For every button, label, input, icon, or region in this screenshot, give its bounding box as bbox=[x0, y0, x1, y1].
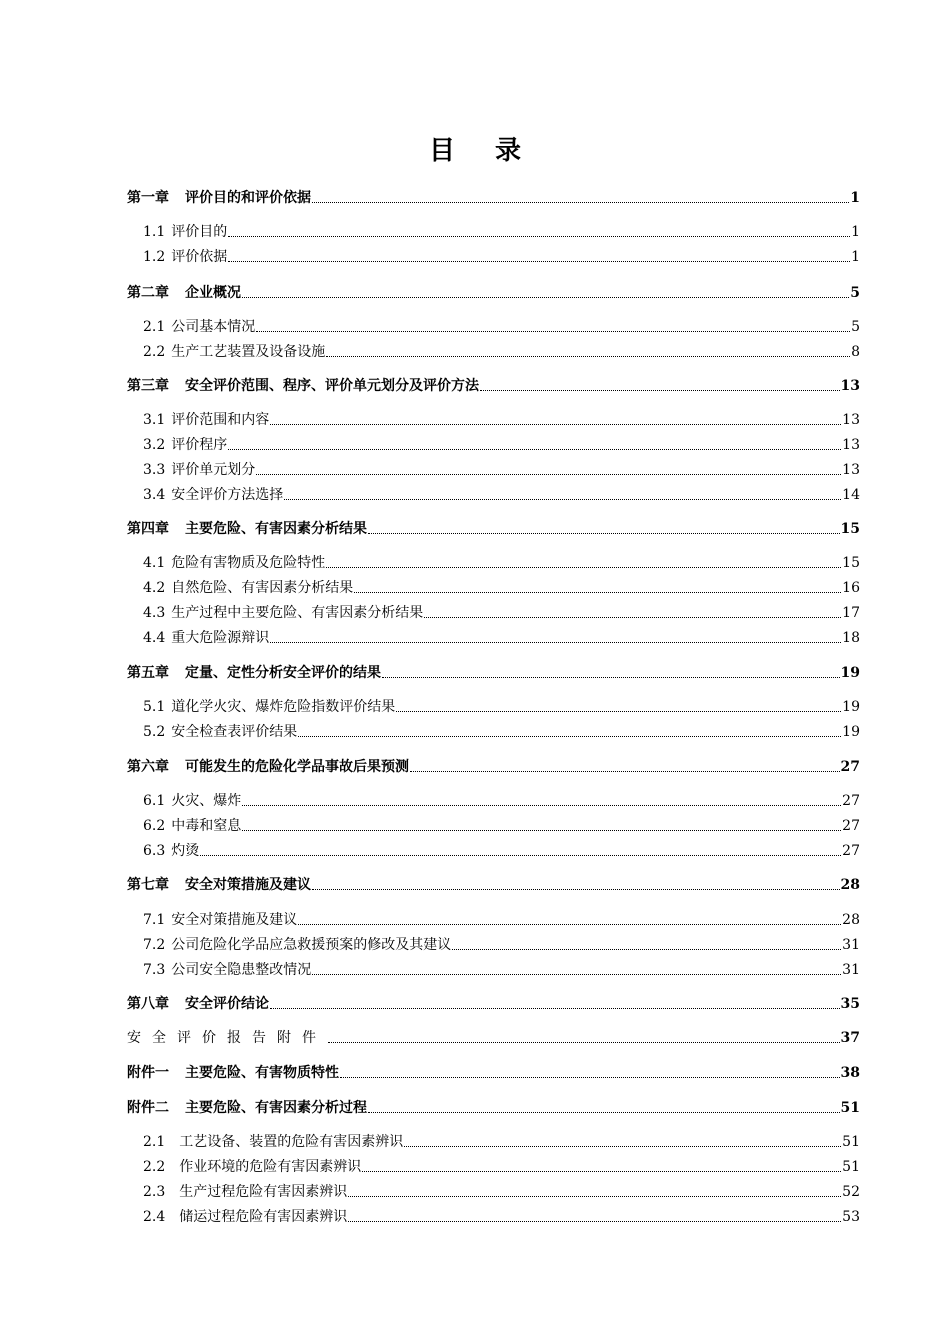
toc-entry-page: 1 bbox=[851, 249, 860, 265]
toc-entry-title: 评价范围和内容 bbox=[171, 412, 270, 428]
toc-entry-number: 3.2 bbox=[143, 437, 166, 453]
toc-entry[interactable] bbox=[127, 1062, 860, 1080]
dot-leader bbox=[242, 297, 849, 298]
toc-entry-number: 7.2 bbox=[143, 937, 166, 953]
toc-entry-number: 6.3 bbox=[143, 843, 166, 859]
toc-entry-number: 1.2 bbox=[143, 249, 166, 265]
toc-entry-title: 危险有害物质及危险特性 bbox=[171, 555, 326, 571]
toc-entry-page: 38 bbox=[840, 1065, 860, 1081]
toc-entry-number: 4.1 bbox=[143, 555, 166, 571]
dot-leader bbox=[270, 642, 841, 643]
toc-entry-number: 5.1 bbox=[143, 699, 166, 715]
toc-entry-number: 第二章 bbox=[127, 285, 169, 301]
dot-leader bbox=[242, 805, 841, 806]
toc-entry-title: 评价目的 bbox=[171, 224, 228, 240]
toc-entry-label bbox=[127, 1066, 339, 1080]
toc-entry-number: 4.2 bbox=[143, 580, 166, 596]
toc-entry-page: 19 bbox=[842, 699, 860, 715]
toc-entry-label bbox=[143, 581, 353, 595]
toc-entry-title: 生产过程中主要危险、有害因素分析结果 bbox=[171, 605, 424, 621]
toc-entry-page: 18 bbox=[842, 630, 860, 646]
toc-entry-page: 17 bbox=[842, 605, 860, 621]
toc-entry-title: 主要危险、有害物质特性 bbox=[185, 1065, 339, 1081]
toc-entry-number: 2.3 bbox=[143, 1184, 166, 1200]
toc-entry-page: 27 bbox=[840, 759, 860, 775]
toc-entry-label bbox=[127, 997, 269, 1011]
toc-entry[interactable] bbox=[143, 909, 860, 927]
toc-entry[interactable] bbox=[143, 1131, 860, 1149]
toc-entry-page: 13 bbox=[842, 462, 860, 478]
toc-entry[interactable] bbox=[143, 484, 860, 502]
toc-entry-number: 第七章 bbox=[127, 877, 169, 893]
toc-entry[interactable] bbox=[143, 840, 860, 858]
toc-entry-title: 作业环境的危险有害因素辨识 bbox=[179, 1159, 362, 1175]
toc-entry-label bbox=[143, 844, 199, 858]
toc-entry-label bbox=[143, 700, 395, 714]
toc-entry[interactable] bbox=[143, 959, 860, 977]
toc-entry-number: 2.4 bbox=[143, 1209, 166, 1225]
toc-entry-label bbox=[143, 725, 297, 739]
toc-entry-label bbox=[143, 250, 227, 264]
toc-entry-number: 4.3 bbox=[143, 605, 166, 621]
toc-entry-title: 公司危险化学品应急救援预案的修改及其建议 bbox=[171, 937, 452, 953]
toc-entry[interactable] bbox=[143, 1156, 860, 1174]
dot-leader bbox=[256, 331, 850, 332]
toc-entry-page: 14 bbox=[842, 487, 860, 503]
toc-entry-page: 13 bbox=[842, 412, 860, 428]
toc-entry-page: 1 bbox=[851, 224, 860, 240]
toc-entry-number: 附件一 bbox=[127, 1065, 169, 1081]
toc-entry-page: 28 bbox=[840, 877, 860, 893]
toc-entry-title: 公司安全隐患整改情况 bbox=[171, 962, 312, 978]
toc-entry-label bbox=[143, 819, 241, 833]
toc-entry[interactable] bbox=[127, 662, 860, 680]
toc-entry[interactable] bbox=[143, 552, 860, 570]
toc-entry-title: 定量、定性分析安全评价的结果 bbox=[185, 665, 381, 681]
toc-entry-number: 2.2 bbox=[143, 1159, 166, 1175]
dot-leader bbox=[270, 424, 841, 425]
toc-entry-number: 2.2 bbox=[143, 344, 166, 360]
toc-entry[interactable] bbox=[143, 221, 860, 239]
toc-entry-title: 安全评价方法选择 bbox=[171, 487, 284, 503]
toc-entry-page: 51 bbox=[840, 1100, 860, 1116]
toc-entry-label bbox=[143, 1185, 347, 1199]
toc-entry-number: 5.2 bbox=[143, 724, 166, 740]
toc-entry-page: 37 bbox=[840, 1030, 860, 1046]
toc-entry[interactable] bbox=[127, 518, 860, 536]
toc-entry[interactable] bbox=[127, 282, 860, 300]
toc-entry-title: 公司基本情况 bbox=[171, 319, 256, 335]
toc-entry-label bbox=[143, 963, 311, 977]
dot-leader bbox=[200, 855, 841, 856]
dot-leader bbox=[256, 474, 841, 475]
toc-entry-title: 主要危险、有害因素分析结果 bbox=[185, 521, 367, 537]
toc-entry-page: 51 bbox=[842, 1134, 860, 1150]
toc-entry-number: 3.4 bbox=[143, 487, 166, 503]
toc-entry-label bbox=[143, 1160, 361, 1174]
toc-entry[interactable] bbox=[143, 721, 860, 739]
toc-entry-title: 评价程序 bbox=[171, 437, 228, 453]
dot-leader bbox=[228, 236, 850, 237]
toc-entry-title: 评价单元划分 bbox=[171, 462, 256, 478]
toc-entry-page: 5 bbox=[850, 285, 860, 301]
toc-entry[interactable] bbox=[143, 246, 860, 264]
toc-entry[interactable] bbox=[143, 341, 860, 359]
toc-entry-title: 企业概况 bbox=[185, 285, 241, 301]
toc-entry-title: 评价依据 bbox=[171, 249, 228, 265]
toc-entry-number: 4.4 bbox=[143, 630, 166, 646]
toc-entry-title: 评价目的和评价依据 bbox=[185, 190, 311, 206]
toc-entry-label bbox=[143, 225, 227, 239]
toc-entry[interactable] bbox=[127, 187, 860, 205]
dot-leader bbox=[326, 567, 841, 568]
toc-entry-number: 第四章 bbox=[127, 521, 169, 537]
toc-entry-number: 7.3 bbox=[143, 962, 166, 978]
toc-entry-label bbox=[127, 760, 409, 774]
toc-entry-label bbox=[143, 438, 227, 452]
toc-entry[interactable] bbox=[127, 375, 860, 393]
toc-entry[interactable] bbox=[143, 790, 860, 808]
toc-entry-label bbox=[143, 938, 451, 952]
toc-entry-number: 第八章 bbox=[127, 996, 169, 1012]
toc-entry-label bbox=[143, 488, 283, 502]
dot-leader bbox=[354, 592, 841, 593]
dot-leader bbox=[312, 889, 840, 890]
toc-entry-label bbox=[127, 379, 479, 393]
dot-leader bbox=[228, 261, 850, 262]
toc-entry-page: 53 bbox=[842, 1209, 860, 1225]
toc-entry-label bbox=[143, 463, 255, 477]
toc-entry-number: 2.1 bbox=[143, 319, 166, 335]
title-char-1: 目 bbox=[428, 136, 455, 166]
toc-entry-label bbox=[127, 666, 381, 680]
toc-entry-label bbox=[143, 606, 423, 620]
toc-entry-title: 工艺设备、装置的危险有害因素辨识 bbox=[179, 1134, 404, 1150]
toc-entry-label bbox=[143, 556, 325, 570]
toc-entry[interactable] bbox=[127, 1097, 860, 1115]
toc-entry-title: 安全评价范围、程序、评价单元划分及评价方法 bbox=[185, 378, 479, 394]
toc-entry-title: 可能发生的危险化学品事故后果预测 bbox=[185, 759, 409, 775]
toc-entry-number: 第三章 bbox=[127, 378, 169, 394]
toc-entry-label bbox=[127, 878, 311, 892]
dot-leader bbox=[480, 390, 840, 391]
dot-leader bbox=[404, 1146, 841, 1147]
toc-entry-number: 第六章 bbox=[127, 759, 169, 775]
toc-entry[interactable] bbox=[143, 1206, 860, 1224]
toc-entry[interactable] bbox=[143, 409, 860, 427]
toc-entry-title: 生产工艺装置及设备设施 bbox=[171, 344, 326, 360]
dot-leader bbox=[424, 617, 841, 618]
toc-entry-label bbox=[143, 413, 269, 427]
dot-leader bbox=[348, 1221, 841, 1222]
toc-entry-label bbox=[143, 345, 325, 359]
toc-entry[interactable] bbox=[143, 934, 860, 952]
dot-leader bbox=[242, 830, 841, 831]
toc-entry-page: 19 bbox=[842, 724, 860, 740]
toc-entry-page: 27 bbox=[842, 793, 860, 809]
dot-leader bbox=[340, 1077, 840, 1078]
toc-entry-number: 第五章 bbox=[127, 665, 169, 681]
toc-entry[interactable] bbox=[143, 577, 860, 595]
toc-entry-page: 28 bbox=[842, 912, 860, 928]
toc-entry-number: 6.2 bbox=[143, 818, 166, 834]
toc-entry-label bbox=[143, 913, 297, 927]
toc-entry-number: 1.1 bbox=[143, 224, 166, 240]
dot-leader bbox=[312, 202, 849, 203]
toc-entry-page: 31 bbox=[842, 962, 860, 978]
toc-entry-page: 5 bbox=[851, 319, 860, 335]
toc-entry-label bbox=[127, 1101, 367, 1115]
toc-entry-label bbox=[143, 631, 269, 645]
toc-entry-title: 安全评价结论 bbox=[185, 996, 269, 1012]
toc-entry-page: 19 bbox=[840, 665, 860, 681]
toc-entry-title: 中毒和窒息 bbox=[171, 818, 242, 834]
toc-entry-page: 31 bbox=[842, 937, 860, 953]
dot-leader bbox=[362, 1171, 841, 1172]
toc-entry-page: 8 bbox=[851, 344, 860, 360]
toc-entry-page: 27 bbox=[842, 843, 860, 859]
toc-entry-title: 主要危险、有害因素分析过程 bbox=[185, 1100, 367, 1116]
toc-entry[interactable] bbox=[143, 459, 860, 477]
toc-entry-page: 15 bbox=[842, 555, 860, 571]
toc-entry-title: 安全对策措施及建议 bbox=[171, 912, 298, 928]
toc-entry-number: 3.3 bbox=[143, 462, 166, 478]
toc-entry-page: 13 bbox=[842, 437, 860, 453]
toc-entry[interactable] bbox=[143, 434, 860, 452]
toc-entry-page: 35 bbox=[840, 996, 860, 1012]
toc-entry-page: 52 bbox=[842, 1184, 860, 1200]
toc-entry-title: 重大危险源辩识 bbox=[171, 630, 270, 646]
toc-entry[interactable] bbox=[127, 993, 860, 1011]
toc-entry-label bbox=[143, 320, 255, 334]
toc-entry-label bbox=[127, 1031, 327, 1045]
toc-entry[interactable] bbox=[143, 602, 860, 620]
toc-entry[interactable] bbox=[143, 1181, 860, 1199]
toc-entry-title: 火灾、爆炸 bbox=[171, 793, 242, 809]
dot-leader bbox=[326, 356, 850, 357]
dot-leader bbox=[368, 533, 840, 534]
toc-entry[interactable] bbox=[143, 696, 860, 714]
toc-entry-number: 6.1 bbox=[143, 793, 166, 809]
toc-entry-page: 1 bbox=[850, 190, 860, 206]
toc-entry-title: 储运过程危险有害因素辨识 bbox=[179, 1209, 348, 1225]
toc-entry-number: 第一章 bbox=[127, 190, 169, 206]
toc-entry-title: 生产过程危险有害因素辨识 bbox=[179, 1184, 348, 1200]
dot-leader bbox=[382, 677, 840, 678]
toc-entry[interactable] bbox=[143, 627, 860, 645]
toc-entry-number: 2.1 bbox=[143, 1134, 166, 1150]
toc-entry-label bbox=[143, 794, 241, 808]
toc-entry-title: 安全对策措施及建议 bbox=[185, 877, 311, 893]
toc-entry-number: 附件二 bbox=[127, 1100, 169, 1116]
toc-entry-title: 安全评价报告附件 bbox=[127, 1030, 327, 1046]
toc-entry-label bbox=[127, 522, 367, 536]
toc-entry-label bbox=[143, 1210, 347, 1224]
dot-leader bbox=[228, 449, 841, 450]
toc-entry-page: 51 bbox=[842, 1159, 860, 1175]
dot-leader bbox=[284, 499, 841, 500]
toc-entry-label bbox=[127, 191, 311, 205]
toc-entry-title: 自然危险、有害因素分析结果 bbox=[171, 580, 354, 596]
toc-entry[interactable] bbox=[127, 874, 860, 892]
dot-leader bbox=[348, 1196, 841, 1197]
toc-entry-page: 16 bbox=[842, 580, 860, 596]
toc-entry-number: 7.1 bbox=[143, 912, 166, 928]
dot-leader bbox=[452, 949, 841, 950]
toc-entry-page: 13 bbox=[840, 378, 860, 394]
toc-entry[interactable] bbox=[127, 1027, 860, 1045]
dot-leader bbox=[298, 736, 841, 737]
toc-entry-label bbox=[143, 1135, 403, 1149]
toc-entry-number: 3.1 bbox=[143, 412, 166, 428]
dot-leader bbox=[396, 711, 841, 712]
dot-leader bbox=[298, 924, 841, 925]
dot-leader bbox=[410, 771, 840, 772]
dot-leader bbox=[270, 1008, 840, 1009]
toc-entry-page: 15 bbox=[840, 521, 860, 537]
toc-entry[interactable] bbox=[143, 316, 860, 334]
toc-entry[interactable] bbox=[127, 756, 860, 774]
dot-leader bbox=[312, 974, 841, 975]
toc-entry-page: 27 bbox=[842, 818, 860, 834]
toc-entry-title: 道化学火灾、爆炸危险指数评价结果 bbox=[171, 699, 396, 715]
dot-leader bbox=[368, 1112, 840, 1113]
toc-entry-title: 灼烫 bbox=[171, 843, 200, 859]
toc-entry-label bbox=[127, 286, 241, 300]
dot-leader bbox=[328, 1042, 840, 1043]
title-char-2: 录 bbox=[495, 136, 522, 166]
toc-entry-title: 安全检查表评价结果 bbox=[171, 724, 298, 740]
toc-entry[interactable] bbox=[143, 815, 860, 833]
